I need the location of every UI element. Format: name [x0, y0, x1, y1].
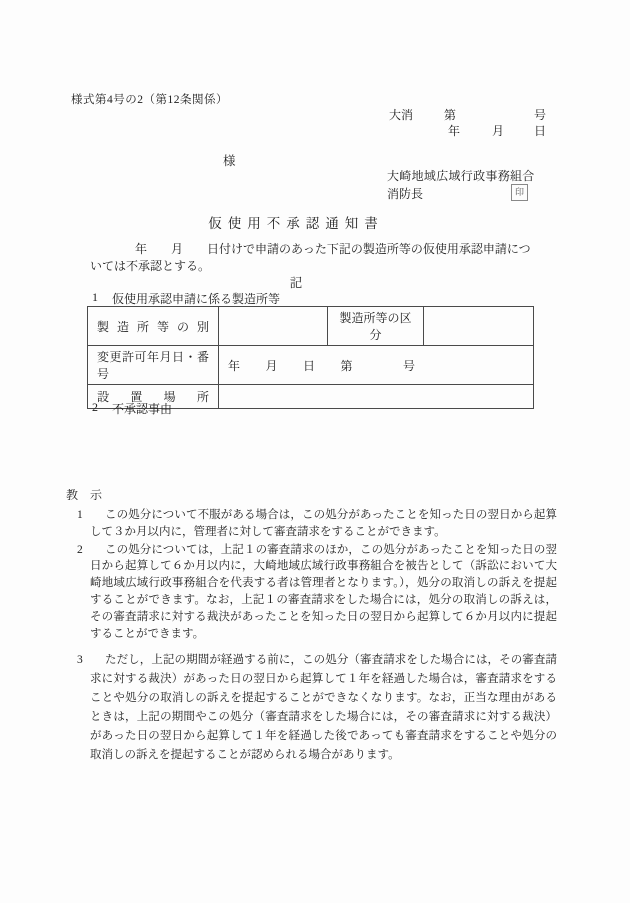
- notice-item-text: ただし，上記の期間が経過する前に，この処分（審査請求をした場合には，その審査請求に対する裁決）があった日の翌日から起算して１年を経過した場合は，審査請求をすることや処分の取消しの訴えを提起することができなくなります。なお，正当な理由があるときは，上記の期間やこの処分（審査請求をした場合には，その審査請求に対する裁決）があった日の翌日から起算して１年を経過した後であっても審査請求をすることや処分の取消しの訴えを提起することが認められる場合があります。: [90, 654, 557, 762]
- table-row: [88, 346, 534, 385]
- document-title: 仮使用不承認通知書: [208, 216, 384, 231]
- notice-item-number: 3: [77, 654, 83, 667]
- organization-name: 大崎地域広域行政事務組合: [387, 169, 535, 183]
- doc-number-prefix: 大消: [389, 108, 414, 122]
- notice-item: [60, 507, 557, 541]
- facility-category-label: 製造所等の区分: [328, 307, 424, 346]
- notice-item-text: この処分について不服がある場合は，この処分があったことを知った日の翌日から起算して３か月以内に，管理者に対して審査請求をすることができます。: [90, 509, 557, 538]
- date-day-label: 日: [534, 124, 547, 138]
- sender-title: 消防長: [387, 187, 424, 201]
- table-row: [88, 307, 534, 346]
- location-value: [219, 385, 534, 409]
- addressee-honorific: 様: [223, 154, 236, 168]
- section-1-heading: [92, 290, 280, 307]
- instructions-heading: 教 示: [66, 488, 103, 502]
- note-center-label: 記: [289, 276, 303, 290]
- facility-type-label: 製造所等の別: [88, 307, 219, 346]
- date-year-label: 年: [448, 124, 461, 138]
- opening-line-2: いては不承認とする。: [90, 258, 211, 273]
- notice-item-text: この処分については，上記１の審査請求のほか，この処分があったことを知った日の翌日から起算して６か月以内に，大崎地域広域行政事務組合を被告として（訴訟において大崎地域広域行政事務組合を代表する者は管理者となります。），処分の取消しの訴えを提起することができます。なお，上記１の審査請求をした場合には，処分の取消しの訴えは，その審査請求に対する裁決があったことを知った日の翌日から起算して６か月以内に提起することができます。: [90, 543, 557, 640]
- permit-date-label: 変更許可年月日・番号: [88, 346, 219, 385]
- permit-date-value: 年 月 日 第 号: [219, 346, 534, 385]
- section-1-number: 1: [92, 290, 98, 304]
- notice-item-number: 1: [77, 509, 83, 521]
- section-1-title: 仮使用承認申請に係る製造所等: [112, 292, 281, 306]
- notice-item-number: 2: [77, 543, 83, 556]
- section-2-title: 不承認事由: [112, 402, 173, 416]
- form-number: 様式第4号の2（第12条関係）: [71, 94, 228, 106]
- seal-mark: 印: [511, 184, 528, 201]
- doc-number-label: 第: [444, 108, 457, 122]
- opening-line-1: 年 月 日付けで申請のあった下記の製造所等の仮使用承認申請につ: [135, 242, 531, 256]
- section-2-number: 2: [92, 400, 98, 414]
- doc-number-unit: 号: [534, 108, 547, 122]
- date-month-label: 月: [492, 124, 505, 138]
- notice-item: [60, 542, 557, 643]
- instructions-block: [60, 486, 557, 765]
- facility-type-value: [219, 307, 328, 346]
- section-2-heading: [92, 400, 172, 417]
- facility-table: [87, 306, 534, 409]
- facility-category-value: [424, 307, 534, 346]
- location-label: 設置場所: [88, 385, 219, 409]
- opening-paragraph: [90, 241, 550, 274]
- notice-item: [60, 651, 557, 765]
